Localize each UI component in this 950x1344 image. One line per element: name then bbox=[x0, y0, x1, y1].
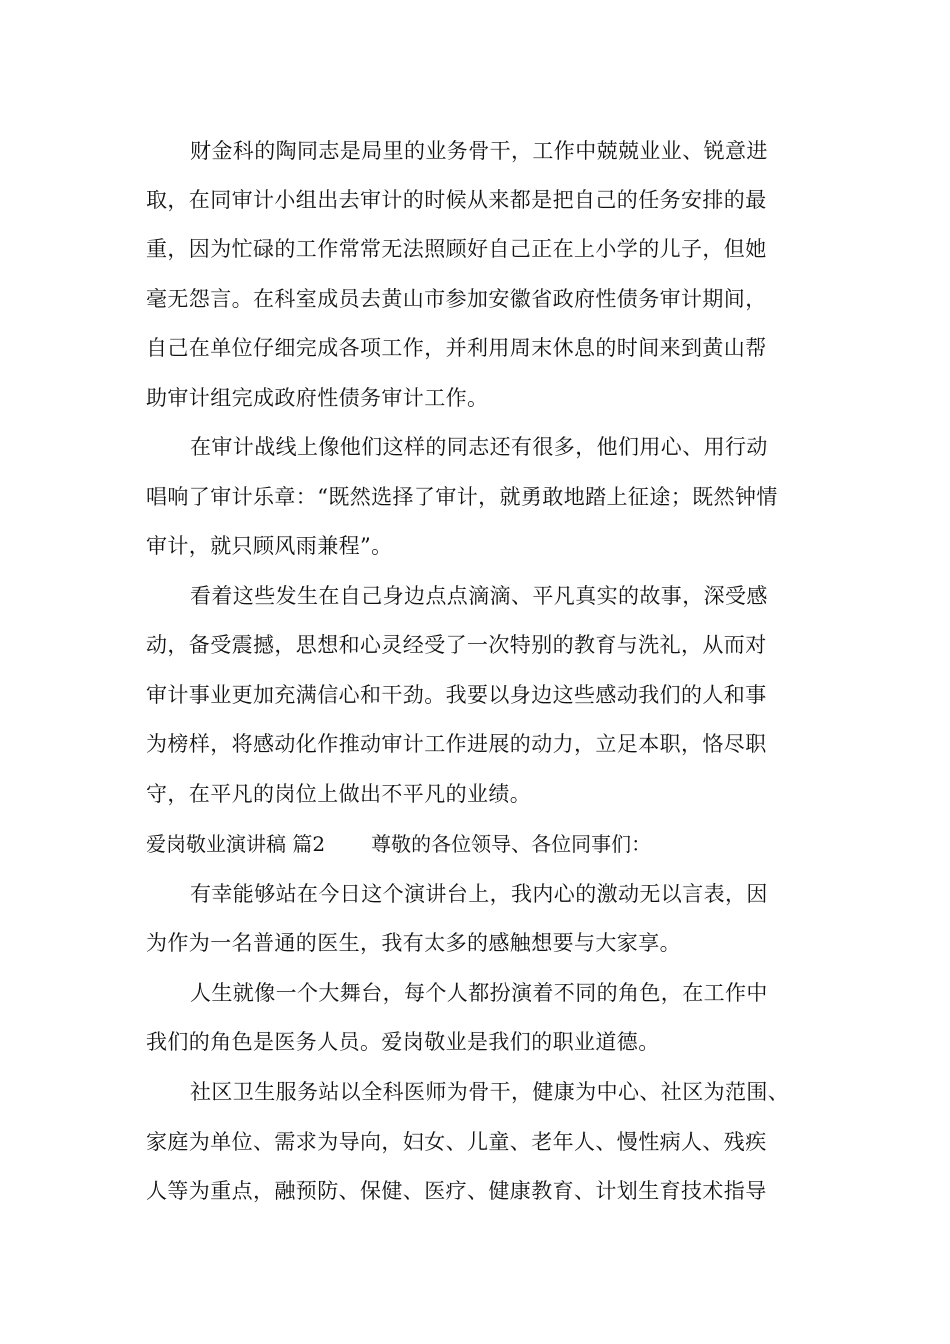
paragraph-line: 社区卫生服务站以全科医师为骨干，健康为中心、社区为范围、 bbox=[190, 1080, 790, 1104]
paragraph-line: 自己在单位仔细完成各项工作，并利用周末休息的时间来到黄山帮 bbox=[146, 336, 767, 360]
paragraph-line: 看着这些发生在自己身边点点滴滴、平凡真实的故事，深受感 bbox=[190, 584, 768, 608]
paragraph-line: 在审计战线上像他们这样的同志还有很多，他们用心、用行动 bbox=[190, 435, 768, 459]
paragraph-line: 取，在同审计小组出去审计的时候从来都是把自己的任务安排的最 bbox=[146, 188, 767, 212]
paragraph-line: 助审计组完成政府性债务审计工作。 bbox=[146, 386, 489, 410]
section-heading bbox=[146, 827, 846, 861]
paragraph-line: 我们的角色是医务人员。爱岗敬业是我们的职业道德。 bbox=[146, 1030, 660, 1054]
paragraph-line: 财金科的陶同志是局里的业务骨干，工作中兢兢业业、锐意进 bbox=[190, 139, 768, 163]
paragraph-line: 为作为一名普通的医生，我有太多的感触想要与大家享。 bbox=[146, 931, 681, 955]
salutation: 尊敬的各位领导、各位同事们： bbox=[371, 832, 652, 856]
paragraph-line: 有幸能够站在今日这个演讲台上，我内心的激动无以言表，因 bbox=[190, 882, 768, 906]
paragraph-line: 家庭为单位、需求为导向，妇女、儿童、老年人、慢性病人、残疾 bbox=[146, 1130, 767, 1154]
paragraph-line: 唱响了审计乐章：“既然选择了审计，就勇敢地踏上征途；既然钟情 bbox=[146, 485, 778, 509]
section-title: 爱岗敬业演讲稿 篇2 bbox=[146, 832, 326, 856]
paragraph-line: 守，在平凡的岗位上做出不平凡的业绩。 bbox=[146, 782, 532, 806]
paragraph-line: 审计事业更加充满信心和干劲。我要以身边这些感动我们的人和事 bbox=[146, 683, 767, 707]
paragraph-line: 人等为重点，融预防、保健、医疗、健康教育、计划生育技术指导 bbox=[146, 1179, 767, 1203]
paragraph-line: 毫无怨言。在科室成员去黄山市参加安徽省政府性债务审计期间， bbox=[146, 287, 767, 311]
paragraph-line: 人生就像一个大舞台，每个人都扮演着不同的角色，在工作中 bbox=[190, 981, 768, 1005]
paragraph-line: 动，备受震撼，思想和心灵经受了一次特别的教育与洗礼，从而对 bbox=[146, 633, 767, 657]
paragraph-line: 为榜样，将感动化作推动审计工作进展的动力，立足本职，恪尽职 bbox=[146, 732, 767, 756]
paragraph-line: 审计，就只顾风雨兼程”。 bbox=[146, 534, 393, 558]
paragraph-line: 重，因为忙碌的工作常常无法照顾好自己正在上小学的儿子，但她 bbox=[146, 237, 767, 261]
